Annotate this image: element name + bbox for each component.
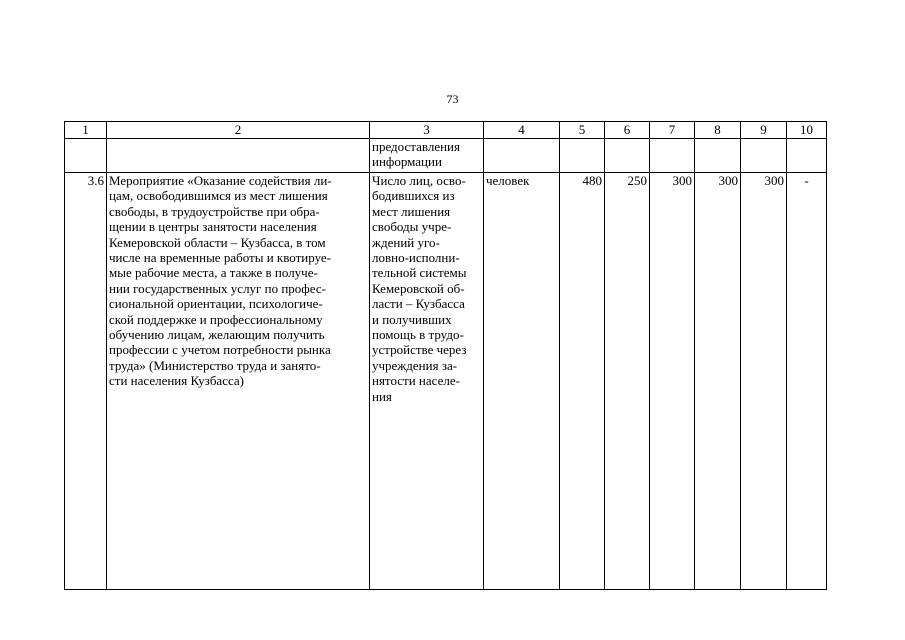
table-cell xyxy=(650,139,695,173)
column-header: 10 xyxy=(787,122,827,139)
column-header: 2 xyxy=(107,122,370,139)
column-header: 3 xyxy=(370,122,484,139)
column-header: 4 xyxy=(484,122,560,139)
column-header-row xyxy=(65,122,827,139)
table-cell xyxy=(107,139,370,173)
column-header: 7 xyxy=(650,122,695,139)
value-cell: 250 xyxy=(605,173,650,590)
column-header: 6 xyxy=(605,122,650,139)
value-cell: 480 xyxy=(560,173,605,590)
table-cell xyxy=(484,139,560,173)
page-number: 73 xyxy=(446,92,459,106)
activity-text: Мероприятие «Оказание содействия ли- цам, освободившимся из мест лишения свободы, в трудоустройстве при обра- щении в центры занятости населения Кемеровской области – Кузбасса, в том числе на временные работы и квотируе- мые рабочие места, а также в получе- нии государственных услуг по профес- сиональной ориентации, психологиче- ской поддержке и профессиональному обучению лицам, желающим получить профессии с учетом потребности рынка труда» (Министерство труда и занято- сти населения Кузбасса) xyxy=(109,173,332,389)
value-cell: - xyxy=(787,173,827,590)
activity-cell xyxy=(107,173,370,590)
column-header: 5 xyxy=(560,122,605,139)
table-cell xyxy=(787,139,827,173)
column-header: 1 xyxy=(65,122,107,139)
column-header: 9 xyxy=(741,122,787,139)
table-row xyxy=(65,173,827,590)
document-table xyxy=(64,121,827,590)
table-cell xyxy=(65,139,107,173)
continued-indicator-text: предоставления информации xyxy=(372,139,460,170)
value-cell: 300 xyxy=(695,173,741,590)
value-cell: 300 xyxy=(650,173,695,590)
column-header: 8 xyxy=(695,122,741,139)
indicator-text: Число лиц, осво- бодившихся из мест лишения свободы учре- ждений уго- ловно-исполни- тельной системы Кемеровской об- ласти – Кузбасса и получивших помощь в трудо- устройстве через учреждения за- нятости населе- ния xyxy=(372,173,467,404)
indicator-cell xyxy=(370,173,484,590)
table-cell xyxy=(605,139,650,173)
continuation-row xyxy=(65,139,827,173)
table-cell xyxy=(560,139,605,173)
unit-cell: человек xyxy=(484,173,560,590)
value-cell: 300 xyxy=(741,173,787,590)
table-cell xyxy=(695,139,741,173)
row-code: 3.6 xyxy=(65,173,107,590)
table-cell xyxy=(370,139,484,173)
table-cell xyxy=(741,139,787,173)
